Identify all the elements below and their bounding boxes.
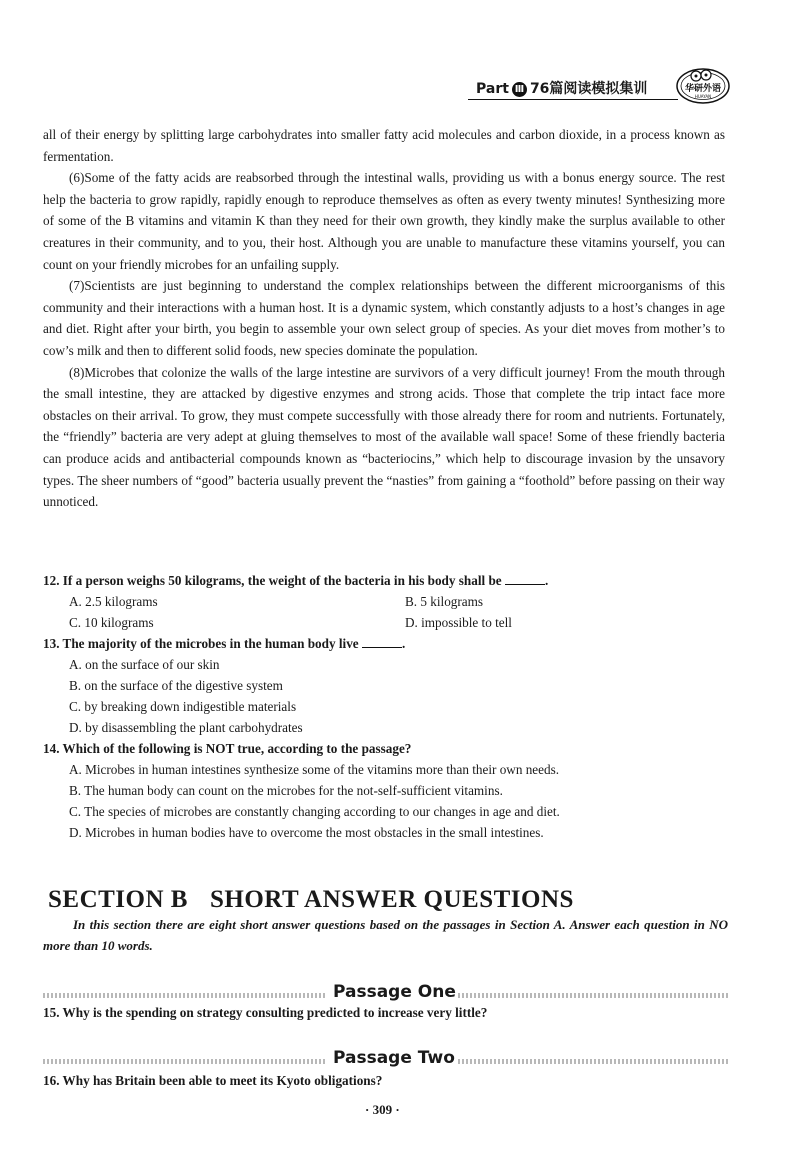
option-b: B. 5 kilograms: [405, 594, 484, 609]
question-16: 16. Why has Britain been able to meet its Kyoto obligations?: [43, 1073, 383, 1088]
passage-body: [43, 124, 725, 513]
question-stem: [43, 570, 733, 591]
option-d: D. Microbes in human bodies have to overcome the most obstacles in the small intestines.: [69, 825, 544, 840]
paragraph-7: (7)Scientists are just beginning to understand the complex relationships between the different microorganisms of this community and their interactions with a human host. It is a dynamic system, which constantly adjusts to a host’s changes in age and diet. Right after your birth, you begin to assemble your own select group of species. As your diet moves from mother’s to cow’s milk and then to different solid foods, new species dominate the population.: [43, 278, 725, 358]
option-b: B. on the surface of the digestive system: [69, 678, 283, 693]
banner-pattern-right: [458, 993, 728, 998]
option-b: B. The human body can count on the microbes for the not-self-sufficient vitamins.: [69, 783, 503, 798]
question-13: [43, 633, 733, 738]
passage-one-label: Passage One: [333, 982, 456, 1002]
option-a: A. Microbes in human intestines synthesize some of the vitamins more than their own needs.: [69, 762, 560, 777]
banner-pattern-right: [458, 1059, 728, 1064]
passage-continuation: all of their energy by splitting large carbohydrates into smaller fatty acid molecules and carbon dioxide, in a process known as fermentation.: [43, 127, 725, 164]
publisher-logo: [674, 62, 732, 106]
question-stem: [43, 633, 733, 654]
option-c: C. 10 kilograms: [69, 615, 154, 630]
header-rule: [468, 99, 678, 100]
section-heading: SHORT ANSWER QUESTIONS: [209, 886, 574, 913]
paragraph-6: (6)Some of the fatty acids are reabsorbed through the intestinal walls, providing us with a bonus energy source. The rest help the bacteria to grow rapidly, rapidly enough to reproduce themselves as often as every twenty minutes! Synthesizing more of some of the B vitamins and vitamin K than they need for their own growth, they kindly make the surplus available to other creatures in their community, and to you, their host. Although you are unable to manufacture these vitamins yourself, you can count on your friendly microbes for an unfailing supply.: [43, 170, 725, 272]
book-title: 76篇阅读模拟集训: [529, 81, 648, 97]
option-a: A. on the surface of our skin: [69, 657, 220, 672]
stem-end: .: [544, 573, 549, 588]
answer-blank: [505, 572, 545, 585]
passage-two-label: Passage Two: [333, 1048, 455, 1068]
option-a: A. 2.5 kilograms: [69, 594, 158, 609]
header-title: [476, 78, 647, 98]
page-number: · 309 ·: [365, 1102, 400, 1117]
logo-small-text: HUAYAN: [694, 94, 712, 99]
options-grid: [43, 591, 733, 633]
option-d: D. impossible to tell: [405, 615, 512, 630]
question-stem: 14. Which of the following is NOT true, according to the passage?: [43, 741, 412, 756]
passage-two-banner: [43, 1048, 728, 1072]
answer-blank: [362, 635, 402, 648]
paragraph-8: (8)Microbes that colonize the walls of the large intestine are survivors of a very difficult journey! From the mouth through the small intestine, they are attacked by digestive enzymes and strong acids. Those that complete the trip intact face more obstacles on their arrival. To grow, they must compete successfully with those already there for room and nutrients. Fortunately, the “friendly” bacteria are very adept at gluing themselves to most of the available wall space! Some of these friendly bacteria can produce acids and antibacterial compounds known as “bacteriocins,” which help to discourage invasion by the unsavory types. The sheer numbers of “good” bacteria usually prevent the “nasties” from gaining a “foothold” before passing on their way unnoticed.: [43, 364, 725, 510]
question-stem-text: 13. The majority of the microbes in the human body live: [43, 636, 359, 651]
option-c: C. by breaking down indigestible materials: [69, 699, 297, 714]
banner-pattern-left: [43, 993, 325, 998]
section-label: SECTION B: [48, 886, 188, 913]
section-instructions: In this section there are eight short answer questions based on the passages in Section A. Answer each question in NO more than 10 words.: [43, 917, 728, 953]
option-d: D. by disassembling the plant carbohydrates: [69, 720, 303, 735]
question-15: 15. Why is the spending on strategy consulting predicted to increase very little?: [43, 1005, 488, 1020]
passage-one-banner: [43, 982, 728, 1006]
running-header: [468, 62, 733, 102]
option-c: C. The species of microbes are constantly changing according to our changes in age and diet.: [69, 804, 560, 819]
questions-list: [43, 570, 733, 843]
question-12: [43, 570, 733, 633]
stem-end: .: [401, 636, 406, 651]
part-label: Part: [476, 81, 509, 97]
part-numeral: Ⅲ: [512, 82, 527, 97]
question-stem-text: 12. If a person weighs 50 kilograms, the weight of the bacteria in his body shall be: [43, 573, 502, 588]
banner-pattern-left: [43, 1059, 325, 1064]
logo-text: 华研外语: [684, 84, 722, 94]
section-b-title: [48, 886, 574, 914]
question-14: [43, 738, 733, 843]
